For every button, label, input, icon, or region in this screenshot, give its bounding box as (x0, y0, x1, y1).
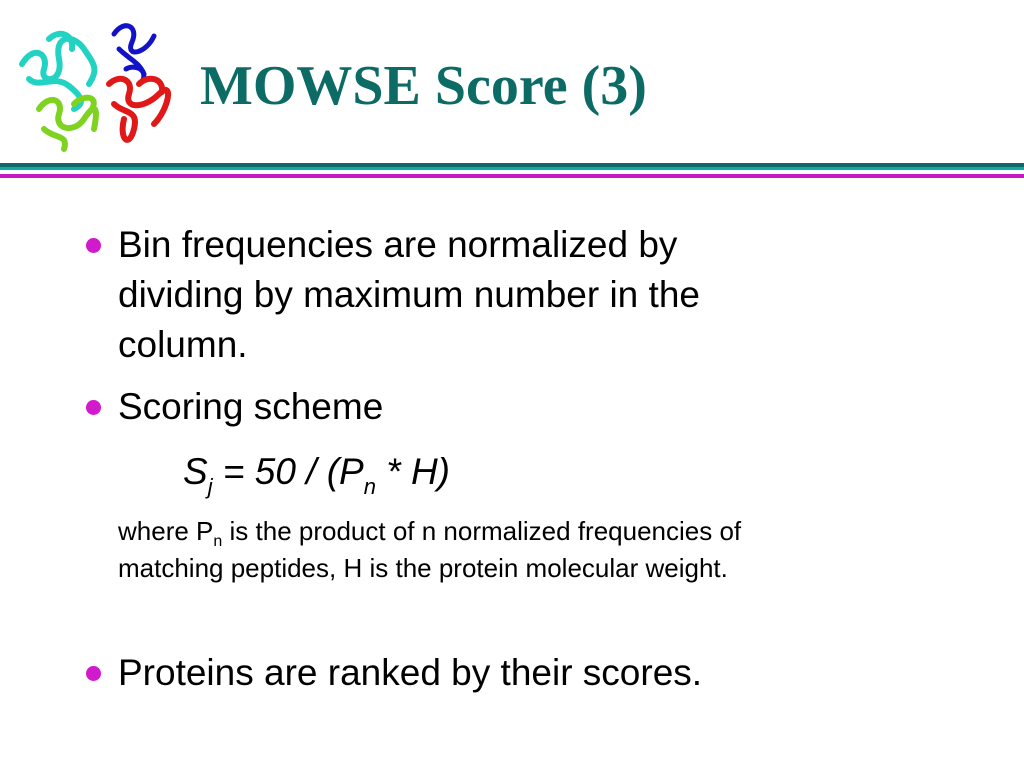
title-divider-magenta (0, 174, 1024, 178)
formula-end: * H) (376, 451, 450, 492)
explanation-subscript: n (213, 533, 223, 551)
bullet-item-ranking: Proteins are ranked by their scores. (118, 652, 703, 693)
explanation-text: is the product of n normalized frequencies of (222, 516, 742, 546)
bullet-item-normalization (118, 220, 978, 370)
explanation-line (118, 513, 978, 550)
explanation-line: matching peptides, H is the protein molecular weight. (118, 553, 728, 583)
bullet-line: column. (118, 324, 248, 365)
formula-s-subscript: j (207, 474, 213, 500)
bullet-dot-icon (86, 238, 101, 253)
title-divider-cyan (0, 167, 1024, 170)
bullet-line: Bin frequencies are normalized by (118, 224, 678, 265)
bullet-dot-icon (86, 666, 101, 681)
slide-title: MOWSE Score (3) (200, 55, 647, 117)
scoring-formula (183, 447, 450, 500)
formula-s: S (183, 451, 208, 492)
explanation-text: where P (118, 516, 214, 546)
formula-explanation (118, 513, 978, 587)
formula-middle: = 50 / (P (212, 451, 364, 492)
formula-p-subscript: n (363, 474, 376, 500)
bullet-line: dividing by maximum number in the (118, 274, 700, 315)
protein-structure-icon (14, 14, 174, 154)
bullet-dot-icon (86, 400, 101, 415)
bullet-item-scoring-scheme: Scoring scheme (118, 386, 384, 427)
